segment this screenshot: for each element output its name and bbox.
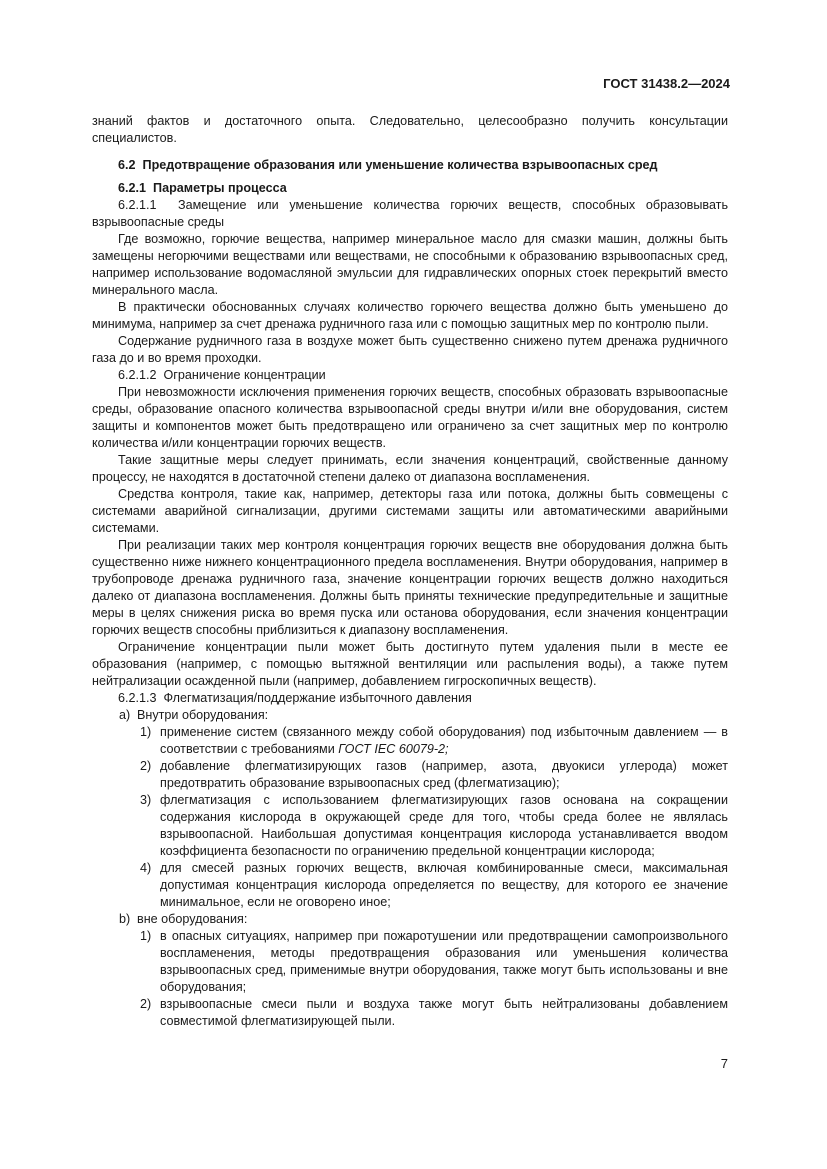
- subsection-number: 6.2.1: [118, 181, 147, 195]
- list-marker: b): [119, 912, 131, 926]
- clause-heading: [92, 197, 728, 231]
- subsection-title: Параметры процесса: [153, 181, 287, 195]
- list-text-body: применение систем (связанного между собой оборудования) под избыточным давлением — в соответствии с требованиями: [160, 725, 728, 756]
- paragraph: В практически обоснованных случаях количество горючего вещества должно быть уменьшено до минимума, например за счет дренажа рудничного газа или с помощью защитных мер по контролю пыли.: [92, 300, 728, 331]
- list-item: [92, 758, 728, 792]
- page-number: 7: [720, 1056, 728, 1071]
- list-item: [92, 928, 728, 996]
- clause-number: 6.2.1.2: [118, 368, 157, 382]
- list-text: взрывоопасные смеси пыли и воздуха также могут быть нейтрализованы добавлением совместимой флегматизирующей пыли.: [160, 997, 728, 1028]
- list-label: вне оборудования:: [137, 912, 248, 926]
- clause-number: 6.2.1.3: [118, 691, 157, 705]
- subsection-heading: [92, 180, 728, 197]
- list-item: [92, 996, 728, 1030]
- list-item: [92, 911, 728, 928]
- list-marker: 3): [140, 793, 152, 807]
- list-marker: 1): [140, 929, 152, 943]
- paragraph: При невозможности исключения применения горючих веществ, способных образовать взрывоопасные среды, образование опасного количества взрывоопасной среды внутри и/или вне оборудования, систем защиты и компонентов может быть предотвращено или ограничено за счет защитных мер по контролю количества и/или концентрации горючих веществ.: [92, 385, 728, 450]
- paragraph: Средства контроля, такие как, например, детекторы газа или потока, должны быть совмещены с системами аварийной сигнализации, другими системами защиты или автоматическими аварийными системами.: [92, 487, 728, 535]
- list-item: [92, 860, 728, 911]
- list-item: [92, 792, 728, 860]
- document-code: ГОСТ 31438.2—2024: [603, 76, 730, 91]
- page-body: [92, 113, 728, 1030]
- list-marker: a): [119, 708, 131, 722]
- list-marker: 4): [140, 861, 152, 875]
- standard-reference: ГОСТ IEC 60079-2;: [338, 742, 449, 756]
- paragraph: Где возможно, горючие вещества, например минеральное масло для смазки машин, должны быть замещены негорючими веществами или веществами, не способными к образованию взрывоопасных сред, например использование водомасляной эмульсии для гидравлических опорных стоек перекрытий вместо минерального масла.: [92, 232, 728, 297]
- section-number: 6.2: [118, 158, 136, 172]
- list-item: [92, 707, 728, 724]
- clause-title: Замещение или уменьшение количества горючих веществ, способных образовывать взрывоопасные среды: [92, 198, 728, 229]
- clause-heading: [92, 690, 728, 707]
- list-marker: 1): [140, 725, 152, 739]
- clause-title: Флегматизация/поддержание избыточного давления: [163, 691, 472, 705]
- list-marker: 2): [140, 997, 152, 1011]
- list-label: Внутри оборудования:: [137, 708, 269, 722]
- paragraph: Содержание рудничного газа в воздухе может быть существенно снижено путем дренажа рудничного газа до и во время проходки.: [92, 334, 728, 365]
- list-text: флегматизация с использованием флегматизирующих газов основана на сокращении содержания кислорода в окружающей среде для того, чтобы среда более не являлась взрывоопасной. Наибольшая допустимая концентрация кислорода устанавливается вводом коэффициента безопасности по ограничению предельной концентрации кислорода;: [160, 793, 728, 858]
- paragraph: Ограничение концентрации пыли может быть достигнуто путем удаления пыли в месте ее образования (например, с помощью вытяжной вентиляции или распыления воды), а также путем нейтрализации осажденной пыли (например, добавлением гигроскопичных веществ).: [92, 640, 728, 688]
- clause-heading: [92, 367, 728, 384]
- section-heading: [92, 157, 728, 174]
- list-text: добавление флегматизирующих газов (например, азота, двуокиси углерода) может предотвратить образование взрывоопасных сред (флегматизацию);: [160, 759, 728, 790]
- list-item: [92, 724, 728, 758]
- list-marker: 2): [140, 759, 152, 773]
- section-title: Предотвращение образования или уменьшение количества взрывоопасных сред: [142, 158, 658, 172]
- clause-title: Ограничение концентрации: [163, 368, 326, 382]
- clause-number: 6.2.1.1: [118, 198, 157, 212]
- list-text: в опасных ситуациях, например при пожаротушении или предотвращении самопроизвольного воспламенения, методы предотвращения образования или уменьшения количества взрывоопасных сред, применимые внутри оборудования, также могут быть использованы и вне оборудования;: [160, 929, 728, 994]
- paragraph: знаний фактов и достаточного опыта. Следовательно, целесообразно получить консультации специалистов.: [92, 114, 728, 145]
- list-text: [160, 724, 728, 758]
- paragraph: При реализации таких мер контроля концентрация горючих веществ вне оборудования должна быть существенно ниже нижнего концентрационного предела воспламенения. Внутри оборудования, например в трубопроводе дренажа рудничного газа, значение концентрации горючих веществ должно находиться далеко от диапазона воспламенения. Должны быть приняты технические предупредительные и защитные меры в целях снижения риска во время пуска или останова оборудования, если значения концентрации горючих веществ способны приблизиться к диапазону воспламенения.: [92, 538, 728, 637]
- list-text: для смесей разных горючих веществ, включая комбинированные смеси, максимальная допустимая концентрация кислорода определяется по веществу, для которого ее значение минимальное, если не оговорено иное;: [160, 861, 728, 909]
- paragraph: Такие защитные меры следует принимать, если значения концентраций, свойственные данному процессу, не находятся в достаточной степени далеко от диапазона воспламенения.: [92, 453, 728, 484]
